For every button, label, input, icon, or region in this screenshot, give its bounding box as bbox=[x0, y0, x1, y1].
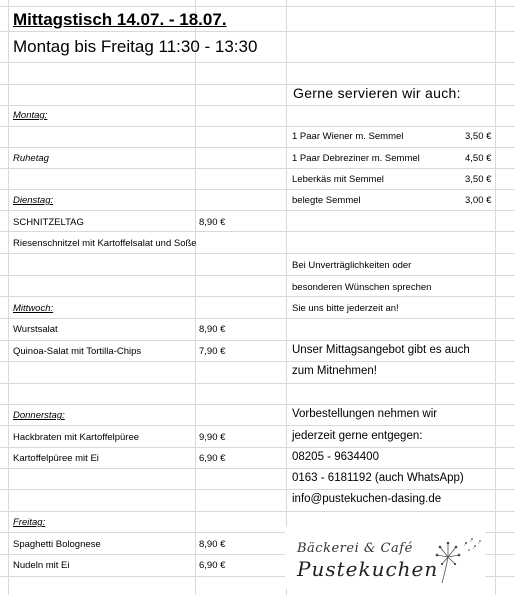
menu-item-name: Spaghetti Bolognese bbox=[13, 539, 101, 550]
day-label-donnerstag: Donnerstag: bbox=[13, 410, 65, 421]
menu-item-name: Quinoa-Salat mit Tortilla-Chips bbox=[13, 346, 142, 357]
contact-email: info@pustekuchen-dasing.de bbox=[292, 493, 442, 505]
menu-item-price: 6,90 € bbox=[199, 560, 226, 571]
logo-tagline: Bäckerei & Café bbox=[297, 541, 413, 556]
extra-item-name: 1 Paar Debreziner m. Semmel bbox=[292, 153, 420, 164]
allergy-note-line: Sie uns bitte jederzeit an! bbox=[292, 303, 399, 314]
takeaway-note-line: zum Mitnehmen! bbox=[292, 365, 378, 377]
menu-item-price: 9,90 € bbox=[199, 432, 226, 443]
allergy-note-line: besonderen Wünschen sprechen bbox=[292, 282, 432, 293]
preorder-note-line: jederzeit gerne entgegen: bbox=[292, 430, 423, 442]
menu-item-price: 8,90 € bbox=[199, 324, 226, 335]
day-label-montag: Montag: bbox=[13, 110, 48, 121]
menu-item-name: Wurstsalat bbox=[13, 324, 58, 335]
menu-item-price: 8,90 € bbox=[199, 217, 226, 228]
extra-item-name: Leberkäs mit Semmel bbox=[292, 174, 384, 185]
dandelion-icon bbox=[428, 533, 484, 585]
menu-item-ruhetag: Ruhetag bbox=[13, 153, 49, 164]
menu-item-name: Riesenschnitzel mit Kartoffelsalat und Soße bbox=[13, 238, 197, 249]
menu-item-name: Hackbraten mit Kartoffelpüree bbox=[13, 432, 140, 443]
extra-item-price: 4,50 € bbox=[465, 153, 492, 164]
opening-hours: Montag bis Freitag 11:30 - 13:30 bbox=[13, 37, 258, 56]
extra-item-name: belegte Semmel bbox=[292, 195, 361, 206]
contact-phone: 08205 - 9634400 bbox=[292, 451, 379, 463]
allergy-note-line: Bei Unverträglichkeiten oder bbox=[292, 260, 412, 271]
page-title: Mittagstisch 14.07. - 18.07. bbox=[13, 10, 227, 29]
extra-item-price: 3,50 € bbox=[465, 131, 492, 142]
takeaway-note-line: Unser Mittagsangebot gibt es auch bbox=[292, 344, 470, 356]
extra-item-price: 3,50 € bbox=[465, 174, 492, 185]
menu-item-price: 7,90 € bbox=[199, 346, 226, 357]
day-label-freitag: Freitag: bbox=[13, 517, 46, 528]
menu-item-price: 6,90 € bbox=[199, 453, 226, 464]
logo-name: Pustekuchen bbox=[297, 557, 439, 581]
menu-item-price: 8,90 € bbox=[199, 539, 226, 550]
day-label-mittwoch: Mittwoch: bbox=[13, 303, 54, 314]
preorder-note-line: Vorbestellungen nehmen wir bbox=[292, 408, 438, 420]
day-label-dienstag: Dienstag: bbox=[13, 195, 54, 206]
extra-item-name: 1 Paar Wiener m. Semmel bbox=[292, 131, 404, 142]
menu-item-name: SCHNITZELTAG bbox=[13, 217, 84, 228]
menu-item-name: Kartoffelpüree mit Ei bbox=[13, 453, 99, 464]
extra-item-price: 3,00 € bbox=[465, 195, 492, 206]
contact-mobile: 0163 - 6181192 (auch WhatsApp) bbox=[292, 472, 464, 484]
extras-heading: Gerne servieren wir auch: bbox=[293, 85, 461, 101]
menu-item-name: Nudeln mit Ei bbox=[13, 560, 70, 571]
